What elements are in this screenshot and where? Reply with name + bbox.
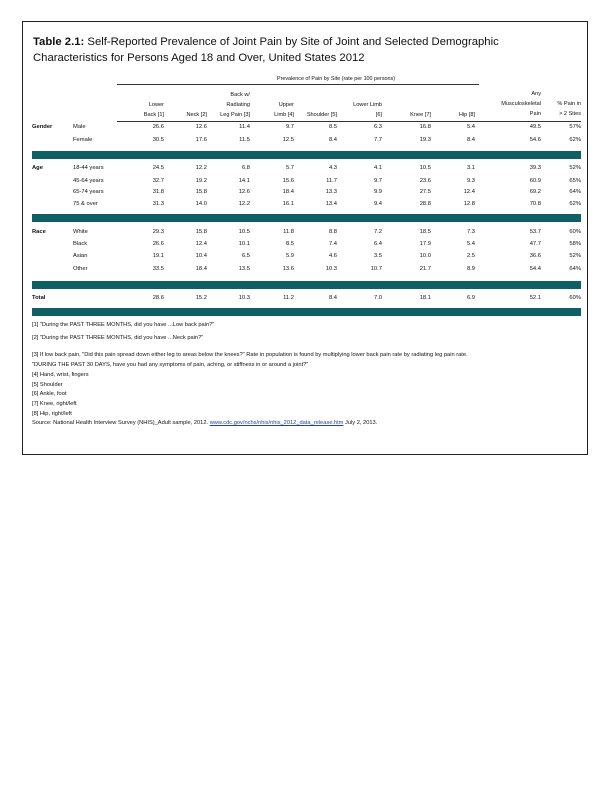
- cell-hip: 5.4: [466, 124, 475, 130]
- cell-low-back: 26.6: [152, 241, 164, 247]
- cell-radiating: 12.2: [238, 201, 250, 207]
- cell-low-back: 24.5: [152, 165, 164, 171]
- table-row: [32, 124, 581, 135]
- cell-shoulder: 7.4: [328, 241, 337, 247]
- cell-hip: 6.9: [466, 295, 475, 301]
- row-label: 45-64 years: [73, 178, 104, 184]
- header-low-back-line-2: Back [1]: [143, 112, 164, 118]
- cell-upper-limb: 9.7: [285, 124, 294, 130]
- cell-knee: 18.1: [419, 295, 431, 301]
- cell-upper-limb: 12.5: [282, 137, 294, 143]
- cell-neck: 17.6: [195, 137, 207, 143]
- cell-low-back: 32.7: [152, 178, 164, 184]
- cell-lower-limb: 7.0: [373, 295, 382, 301]
- cell-knee: 19.3: [419, 137, 431, 143]
- cell-shoulder: 4.6: [328, 253, 337, 259]
- cell-low-back: 33.5: [152, 266, 164, 272]
- cell-hip: 5.4: [466, 241, 475, 247]
- footnotes: [32, 321, 580, 429]
- group-label: Race: [32, 229, 46, 235]
- span-header: Prevalence of Pain by Site (rate per 100 persons): [276, 76, 396, 82]
- cell-hip: 7.3: [466, 229, 475, 235]
- section-band: [32, 214, 581, 222]
- cell-pct-pain: 58%: [569, 241, 581, 247]
- cell-upper-limb: 15.6: [282, 178, 294, 184]
- cell-upper-limb: 16.1: [282, 201, 294, 207]
- header-pct-pain-line-2: > 2 Sites: [559, 111, 581, 117]
- cell-low-back: 28.6: [152, 295, 164, 301]
- cell-radiating: 10.3: [238, 295, 250, 301]
- cell-neck: 18.4: [195, 266, 207, 272]
- footnote: [3] If low back pain, "Did this pain spread down either leg to areas below the knees?" Rate in population is found by multiplying lower back pain rate by radiating leg pain rate.: [32, 352, 468, 359]
- footnote: [1] "During the PAST THREE MONTHS, did you have ...Low back pain?": [32, 322, 215, 328]
- cell-hip: 8.4: [466, 137, 475, 143]
- cell-neck: 12.6: [195, 124, 207, 130]
- row-label: White: [73, 229, 88, 235]
- header-rule: [117, 121, 581, 122]
- table-row: [32, 266, 581, 277]
- cell-upper-limb: 13.6: [282, 266, 294, 272]
- cell-neck: 15.8: [195, 229, 207, 235]
- table-number: Table 2.1:: [33, 36, 85, 48]
- table-caption: Self-Reported Prevalence of Joint Pain by Site of Joint and Selected Demographic Characteristics for Persons Aged 18 and Over, United States 2012: [33, 36, 499, 64]
- footnote: [5] Shoulder: [32, 381, 63, 388]
- row-label: Asian: [73, 253, 88, 259]
- cell-knee: 21.7: [419, 266, 431, 272]
- cell-any-msk: 69.2: [529, 189, 541, 195]
- cell-any-msk: 49.5: [529, 124, 541, 130]
- header-upper-limb-line-1: Upper: [278, 102, 294, 108]
- header-low-back-line-1: Lower: [148, 102, 164, 108]
- cell-hip: 2.5: [466, 253, 475, 259]
- table-row: [32, 253, 581, 264]
- footnote: "DURING THE PAST 30 DAYS, have you had any symptoms of pain, aching, or stiffness in or around a joint?": [32, 362, 309, 369]
- footnote: [7] Knee, right/left: [32, 400, 77, 407]
- cell-neck: 15.2: [195, 295, 207, 301]
- cell-neck: 10.4: [195, 253, 207, 259]
- cell-knee: 18.5: [419, 229, 431, 235]
- header-any-msk-line-1: Any: [531, 91, 541, 97]
- cell-hip: 12.8: [463, 201, 475, 207]
- cell-radiating: 10.1: [238, 241, 250, 247]
- cell-knee: 17.9: [419, 241, 431, 247]
- cell-hip: 8.9: [466, 266, 475, 272]
- header-knee-line-1: Knee [7]: [410, 112, 431, 118]
- header-any-msk-line-3: Pain: [529, 111, 541, 117]
- cell-upper-limb: 18.4: [282, 189, 294, 195]
- source-line: [32, 419, 580, 429]
- span-header-rule: [117, 84, 479, 85]
- section-band: [32, 151, 581, 159]
- cell-lower-limb: 7.2: [373, 229, 382, 235]
- cell-lower-limb: 6.3: [373, 124, 382, 130]
- table-row: [32, 295, 581, 306]
- row-label: 65-74 years: [73, 189, 104, 195]
- row-label: 18-44 years: [73, 165, 104, 171]
- footnote: [2] "During the PAST THREE MONTHS, did you have ...Neck pain?": [32, 334, 204, 341]
- cell-low-back: 19.1: [152, 253, 164, 259]
- table-row: [32, 241, 581, 252]
- cell-low-back: 29.3: [152, 229, 164, 235]
- cell-upper-limb: 5.7: [285, 165, 294, 171]
- cell-pct-pain: 62%: [569, 137, 581, 143]
- cell-any-msk: 54.6: [529, 137, 541, 143]
- cell-pct-pain: 64%: [569, 266, 581, 272]
- footnote: [6] Ankle, foot: [32, 391, 67, 398]
- cell-hip: 9.3: [466, 178, 475, 184]
- cell-pct-pain: 52%: [569, 165, 581, 171]
- cell-shoulder: 8.4: [328, 137, 337, 143]
- header-radiating-line-2: Radiating: [226, 102, 250, 108]
- row-label: Female: [73, 137, 93, 143]
- footnote-list: [32, 321, 580, 419]
- row-label: Male: [73, 124, 86, 130]
- cell-shoulder: 8.4: [328, 295, 337, 301]
- table-row: [32, 201, 581, 212]
- cell-low-back: 31.8: [152, 189, 164, 195]
- group-label: Gender: [32, 124, 53, 130]
- cell-lower-limb: 4.1: [373, 165, 382, 171]
- cell-shoulder: 13.4: [325, 201, 337, 207]
- header-hip-line-1: Hip [8]: [458, 112, 475, 118]
- cell-upper-limb: 5.9: [285, 253, 294, 259]
- cell-shoulder: 11.7: [326, 178, 337, 184]
- table-title: [33, 34, 573, 66]
- section-band: [32, 281, 581, 289]
- cell-lower-limb: 9.9: [373, 189, 382, 195]
- table-row: [32, 189, 581, 200]
- cell-pct-pain: 64%: [569, 189, 581, 195]
- cell-lower-limb: 9.4: [373, 201, 382, 207]
- cell-knee: 27.5: [419, 189, 431, 195]
- source-prefix: Source: National Health Interview Survey (NHIS)_Adult sample, 2012.: [32, 420, 209, 427]
- cell-hip: 12.4: [463, 189, 475, 195]
- cell-radiating: 13.5: [238, 266, 250, 272]
- cell-shoulder: 8.8: [328, 229, 337, 235]
- cell-any-msk: 70.8: [529, 201, 541, 207]
- cell-lower-limb: 3.5: [373, 253, 382, 259]
- cell-lower-limb: 7.7: [373, 137, 382, 143]
- cell-neck: 14.0: [195, 201, 207, 207]
- cell-low-back: 26.6: [152, 124, 164, 130]
- cell-shoulder: 8.5: [328, 124, 337, 130]
- table-row: [32, 178, 581, 189]
- cell-hip: 3.1: [466, 165, 475, 171]
- cell-lower-limb: 9.7: [373, 178, 382, 184]
- cell-knee: 16.8: [419, 124, 431, 130]
- cell-any-msk: 47.7: [529, 241, 541, 247]
- cell-radiating: 6.5: [241, 253, 250, 259]
- cell-upper-limb: 8.5: [285, 241, 294, 247]
- cell-radiating: 11.4: [239, 124, 250, 130]
- cell-knee: 23.6: [419, 178, 431, 184]
- header-radiating-line-3: Leg Pain [3]: [220, 112, 250, 118]
- section-band: [32, 308, 581, 316]
- header-any-msk-line-2: Musculoskeletal: [501, 101, 541, 107]
- cell-any-msk: 36.6: [529, 253, 541, 259]
- cell-radiating: 12.6: [238, 189, 250, 195]
- row-label: Other: [73, 266, 88, 272]
- cell-low-back: 30.5: [152, 137, 164, 143]
- footnote: [4] Hand, wrist, fingers: [32, 371, 89, 378]
- header-neck-line-1: Neck [2]: [186, 112, 207, 118]
- source-suffix: July 2, 2013.: [345, 420, 378, 427]
- header-radiating-line-1: Back w/: [230, 92, 250, 98]
- cell-shoulder: 10.3: [325, 266, 337, 272]
- header-upper-limb-line-2: Limb [4]: [274, 112, 294, 118]
- cell-shoulder: 13.3: [325, 189, 337, 195]
- cell-upper-limb: 11.2: [283, 295, 294, 301]
- cell-knee: 28.8: [419, 201, 431, 207]
- header-pct-pain-line-1: % Pain in: [557, 101, 581, 107]
- table-row: [32, 137, 581, 148]
- cell-knee: 10.5: [419, 165, 431, 171]
- cell-radiating: 10.5: [238, 229, 250, 235]
- cell-neck: 12.2: [195, 165, 207, 171]
- cell-low-back: 31.3: [152, 201, 164, 207]
- cell-any-msk: 39.3: [529, 165, 541, 171]
- cell-lower-limb: 6.4: [373, 241, 382, 247]
- cell-upper-limb: 11.8: [283, 229, 294, 235]
- cell-neck: 15.8: [195, 189, 207, 195]
- cell-radiating: 6.8: [241, 165, 250, 171]
- cell-any-msk: 54.4: [529, 266, 541, 272]
- cell-neck: 19.2: [195, 178, 207, 184]
- header-lower-limb-line-1: Lower Limb: [353, 102, 382, 108]
- cell-pct-pain: 62%: [569, 201, 581, 207]
- table-row: [32, 229, 581, 240]
- cell-pct-pain: 65%: [569, 178, 581, 184]
- cell-shoulder: 4.3: [328, 165, 337, 171]
- cell-knee: 10.0: [419, 253, 431, 259]
- group-label: Total: [32, 295, 46, 301]
- cell-radiating: 11.5: [239, 137, 250, 143]
- cell-any-msk: 53.7: [529, 229, 541, 235]
- cell-any-msk: 60.9: [529, 178, 541, 184]
- row-label: 75 & over: [73, 201, 98, 207]
- cell-any-msk: 52.1: [529, 295, 541, 301]
- cell-pct-pain: 60%: [569, 295, 581, 301]
- cell-lower-limb: 10.7: [370, 266, 382, 272]
- footnote: [8] Hip, right/left: [32, 410, 72, 417]
- group-label: Age: [32, 165, 43, 171]
- cell-neck: 12.4: [195, 241, 207, 247]
- row-label: Black: [73, 241, 88, 247]
- cell-pct-pain: 52%: [569, 253, 581, 259]
- source-link[interactable]: www.cdc.gov/nchs/nhis/nhis_2012_data_release.htm: [209, 420, 344, 427]
- header-lower-limb-line-2: [6]: [375, 112, 382, 118]
- cell-pct-pain: 57%: [569, 124, 581, 130]
- table-row: [32, 165, 581, 176]
- cell-pct-pain: 60%: [569, 229, 581, 235]
- header-shoulder-line-1: Shoulder [5]: [306, 112, 337, 118]
- cell-radiating: 14.1: [238, 178, 250, 184]
